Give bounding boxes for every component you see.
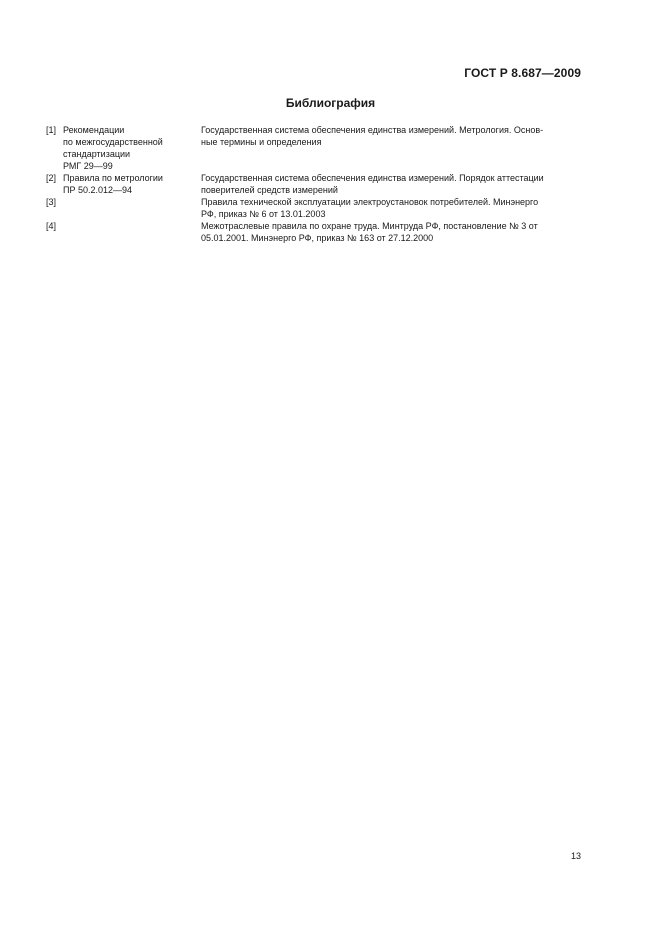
entry-description-line: 05.01.2001. Минэнерго РФ, приказ № 163 от 27.12.2000 bbox=[201, 233, 434, 243]
entry-description-line: поверителей средств измерений bbox=[201, 185, 338, 195]
entry-description bbox=[201, 124, 583, 148]
page-title: Библиография bbox=[285, 96, 376, 110]
entry-source-line: РМГ 29—99 bbox=[63, 161, 113, 171]
entry-number: [4] bbox=[46, 221, 57, 231]
entry-number: [1] bbox=[46, 125, 57, 135]
bibliography-entry bbox=[46, 196, 583, 220]
entry-source-line: по межгосударственной bbox=[63, 137, 163, 147]
entry-description-line: Межотраслевые правила по охране труда. Минтруда РФ, постановление № 3 от bbox=[201, 221, 538, 231]
entry-source-line: ПР 50.2.012—94 bbox=[63, 185, 133, 195]
bibliography-entry bbox=[46, 220, 583, 244]
bibliography-entry bbox=[46, 124, 583, 172]
entry-description bbox=[201, 196, 583, 220]
bibliography-entry bbox=[46, 172, 583, 196]
entry-description-line: ные термины и определения bbox=[201, 137, 322, 147]
standard-code: ГОСТ Р 8.687—2009 bbox=[464, 66, 581, 80]
entry-description bbox=[201, 220, 583, 244]
entry-source-line: стандартизации bbox=[63, 149, 131, 159]
entry-source bbox=[63, 124, 201, 172]
entry-description-line: Государственная система обеспечения единства измерений. Метрология. Основ- bbox=[201, 125, 544, 135]
entry-source-line: Правила по метрологии bbox=[63, 173, 163, 183]
page-number: 13 bbox=[570, 851, 581, 861]
bibliography-list bbox=[46, 124, 583, 244]
entry-description-line: Государственная система обеспечения единства измерений. Порядок аттестации bbox=[201, 173, 544, 183]
entry-number: [2] bbox=[46, 173, 57, 183]
entry-description bbox=[201, 172, 583, 196]
entry-source bbox=[63, 172, 201, 196]
entry-description-line: РФ, приказ № 6 от 13.01.2003 bbox=[201, 209, 326, 219]
entry-number: [3] bbox=[46, 197, 57, 207]
entry-source-line: Рекомендации bbox=[63, 125, 125, 135]
entry-description-line: Правила технической эксплуатации электроустановок потребителей. Минэнерго bbox=[201, 197, 539, 207]
